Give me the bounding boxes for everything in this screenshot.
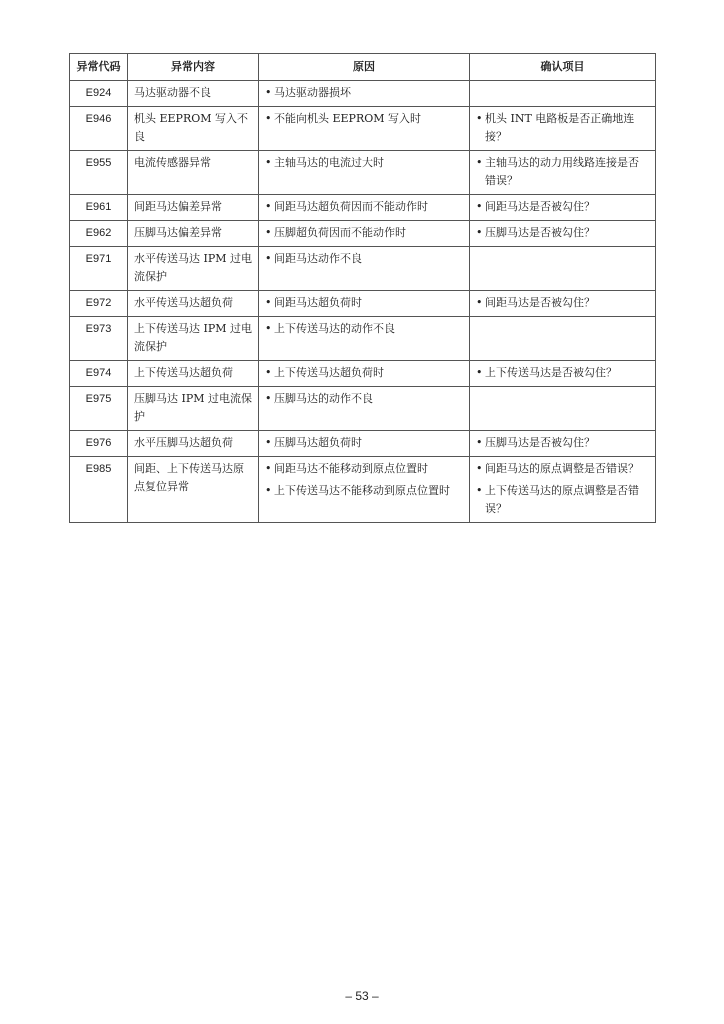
table-row [70, 107, 656, 151]
error-content-cell: 水平传送马达超负荷 [128, 291, 259, 317]
cause-cell [259, 431, 470, 457]
table-row [70, 291, 656, 317]
error-content-cell: 电流传感器异常 [128, 151, 259, 195]
check-item: • 压脚马达是否被勾住？ [476, 434, 649, 452]
check-cell [470, 361, 656, 387]
check-cell [470, 457, 656, 523]
cause-item: • 间距马达超负荷时 [265, 294, 463, 312]
cause-cell [259, 107, 470, 151]
check-item: • 主轴马达的动力用线路连接是否错误？ [476, 154, 649, 190]
cause-item: • 压脚超负荷因而不能动作时 [265, 224, 463, 242]
cause-cell [259, 457, 470, 523]
error-code-table [69, 53, 656, 523]
error-code-cell: E961 [70, 195, 128, 221]
cause-item: • 间距马达超负荷因而不能动作时 [265, 198, 463, 216]
check-cell [470, 221, 656, 247]
check-item: • 上下传送马达是否被勾住？ [476, 364, 649, 382]
check-item: • 机头 INT 电路板是否正确地连接？ [476, 110, 649, 146]
check-cell [470, 151, 656, 195]
error-code-cell: E924 [70, 81, 128, 107]
error-code-cell: E973 [70, 317, 128, 361]
error-content-cell: 压脚马达偏差异常 [128, 221, 259, 247]
error-code-cell: E955 [70, 151, 128, 195]
cause-item: • 间距马达动作不良 [265, 250, 463, 268]
table-body [70, 81, 656, 523]
table-row [70, 221, 656, 247]
error-content-cell: 压脚马达 IPM 过电流保护 [128, 387, 259, 431]
cause-item: • 马达驱动器损坏 [265, 84, 463, 102]
table-row [70, 247, 656, 291]
page-number: – 53 – [345, 989, 379, 1003]
header-check-items: 确认项目 [470, 54, 656, 81]
cause-cell [259, 81, 470, 107]
cause-item: • 上下传送马达超负荷时 [265, 364, 463, 382]
error-content-cell: 上下传送马达 IPM 过电流保护 [128, 317, 259, 361]
table-row [70, 81, 656, 107]
cause-item: • 压脚马达超负荷时 [265, 434, 463, 452]
cause-item: • 上下传送马达的动作不良 [265, 320, 463, 338]
check-item: • 压脚马达是否被勾住？ [476, 224, 649, 242]
check-cell [470, 195, 656, 221]
error-content-cell: 间距、上下传送马达原点复位异常 [128, 457, 259, 523]
check-cell [470, 387, 656, 431]
check-cell [470, 431, 656, 457]
error-code-cell: E975 [70, 387, 128, 431]
cause-cell [259, 361, 470, 387]
check-item: • 间距马达是否被勾住？ [476, 294, 649, 312]
error-code-cell: E976 [70, 431, 128, 457]
header-error-code: 异常代码 [70, 54, 128, 81]
check-item: • 上下传送马达的原点调整是否错误？ [476, 482, 649, 518]
check-cell [470, 291, 656, 317]
table-row [70, 387, 656, 431]
cause-cell [259, 151, 470, 195]
error-content-cell: 间距马达偏差异常 [128, 195, 259, 221]
table-row [70, 317, 656, 361]
cause-cell [259, 387, 470, 431]
header-cause: 原因 [259, 54, 470, 81]
cause-item: • 上下传送马达不能移动到原点位置时 [265, 482, 463, 500]
error-code-cell: E946 [70, 107, 128, 151]
cause-cell [259, 291, 470, 317]
error-code-cell: E971 [70, 247, 128, 291]
cause-cell [259, 195, 470, 221]
error-code-cell: E985 [70, 457, 128, 523]
error-content-cell: 水平传送马达 IPM 过电流保护 [128, 247, 259, 291]
error-content-cell: 机头 EEPROM 写入不良 [128, 107, 259, 151]
table-row [70, 361, 656, 387]
cause-item: • 压脚马达的动作不良 [265, 390, 463, 408]
error-code-cell: E974 [70, 361, 128, 387]
check-item: • 间距马达是否被勾住？ [476, 198, 649, 216]
table-header-row [70, 54, 656, 81]
cause-cell [259, 317, 470, 361]
check-cell [470, 247, 656, 291]
cause-item: • 间距马达不能移动到原点位置时 [265, 460, 463, 478]
error-content-cell: 上下传送马达超负荷 [128, 361, 259, 387]
error-content-cell: 水平压脚马达超负荷 [128, 431, 259, 457]
table-row [70, 431, 656, 457]
check-cell [470, 107, 656, 151]
check-cell [470, 81, 656, 107]
table-row [70, 195, 656, 221]
cause-item: • 不能向机头 EEPROM 写入时 [265, 110, 463, 128]
table-row [70, 457, 656, 523]
check-cell [470, 317, 656, 361]
error-code-cell: E972 [70, 291, 128, 317]
error-code-cell: E962 [70, 221, 128, 247]
cause-cell [259, 221, 470, 247]
table-row [70, 151, 656, 195]
header-error-content: 异常内容 [128, 54, 259, 81]
cause-cell [259, 247, 470, 291]
error-content-cell: 马达驱动器不良 [128, 81, 259, 107]
cause-item: • 主轴马达的电流过大时 [265, 154, 463, 172]
check-item: • 间距马达的原点调整是否错误？ [476, 460, 649, 478]
